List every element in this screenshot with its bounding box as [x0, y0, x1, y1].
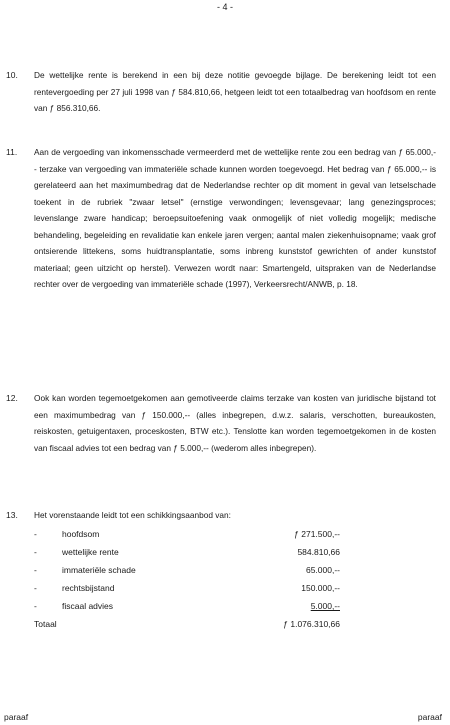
offer-item-amount: 584.810,66 [297, 547, 340, 557]
page-number: - 4 - [216, 2, 233, 12]
bullet: - [34, 529, 37, 539]
offer-item-label: rechtsbijstand [62, 583, 115, 593]
paragraph-11-text: Aan de vergoeding van inkomensschade vermeerderd met de wettelijke rente zou een bedrag van ƒ 65.000,-- terzake van vergoeding van immateriële schade kunnen worden toegevoegd. Het bedrag van ƒ 65.000,-- is gerelateerd aan het maximumbedrag dat de Nederlandse rechter op dit moment in geval van letselschade toekent in de rubriek "zwaar letsel" (ernstige verwondingen; levensgevaar; lang genezingsproces; levenslange zware handicap; beroepsuitoefening vaak onmogelijk of niet volledig mogelijk; medische behandeling, begeleiding en revalidatie kan enkele jaren vergen; aantal malen ziekenhuisopname; vaak grof ontsierende littekens, soms huidtransplantatie, soms inbreng kunststof gewrichten of ander kunststof materiaal; geen uitzicht op herstel). Verwezen wordt naar: Smartengeld, uitspraken van de Nederlandse rechter over de vergoeding van immateriële schade (1997), Verkeersrecht/ANWB, p. 18. [34, 147, 436, 289]
offer-item-label: immateriële schade [62, 565, 136, 575]
initials-left: paraaf [4, 712, 29, 722]
paragraph-number-11: 11. [6, 147, 18, 157]
offer-item-label: fiscaal advies [62, 601, 114, 611]
offer-item-amount: 65.000,-- [305, 565, 340, 575]
offer-item-amount: 5.000,-- [310, 601, 340, 611]
paragraph-12-text: Ook kan worden tegemoetgekomen aan gemotiveerde claims terzake van kosten van juridische bijstand tot een maximumbedrag van ƒ 150.000,-- (alles inbegrepen, d.w.z. salaris, verschotten, bureaukosten, reiskosten, getuigentaxen, proceskosten, BTW etc.). Tenslotte kan worden tegemoetgekomen in de kosten van fiscaal advies tot een bedrag van ƒ 5.000,-- (wederom alles inbegrepen). [34, 393, 436, 453]
total-amount: ƒ 1.076.310,66 [283, 619, 340, 629]
offer-row [0, 525, 450, 543]
total-label: Totaal [34, 619, 57, 629]
paragraph-10-text: De wettelijke rente is berekend in een bij deze notitie gevoegde bijlage. De berekening leidt tot een rentevergoeding per 27 juli 1998 van ƒ 584.810,66, hetgeen leidt tot een totaalbedrag van hoofdsom en rente van ƒ 856.310,66. [34, 70, 436, 113]
paragraph-number-12: 12. [6, 393, 18, 403]
offer-row [0, 597, 450, 615]
offer-row [0, 579, 450, 597]
bullet: - [34, 583, 37, 593]
offer-item-label: wettelijke rente [62, 547, 119, 557]
paragraph-number-10: 10. [6, 70, 18, 80]
offer-item-amount: 150.000,-- [301, 583, 340, 593]
bullet: - [34, 547, 37, 557]
offer-row [0, 543, 450, 561]
offer-row [0, 561, 450, 579]
initials-right: paraaf [417, 712, 442, 722]
bullet: - [34, 565, 37, 575]
offer-intro: Het vorenstaande leidt tot een schikkingsaanbod van: [34, 510, 231, 520]
offer-item-label: hoofdsom [62, 529, 100, 539]
offer-total-row [0, 615, 450, 633]
paragraph-number-13: 13. [6, 510, 18, 520]
offer-item-amount: ƒ 271.500,-- [294, 529, 340, 539]
bullet: - [34, 601, 37, 611]
